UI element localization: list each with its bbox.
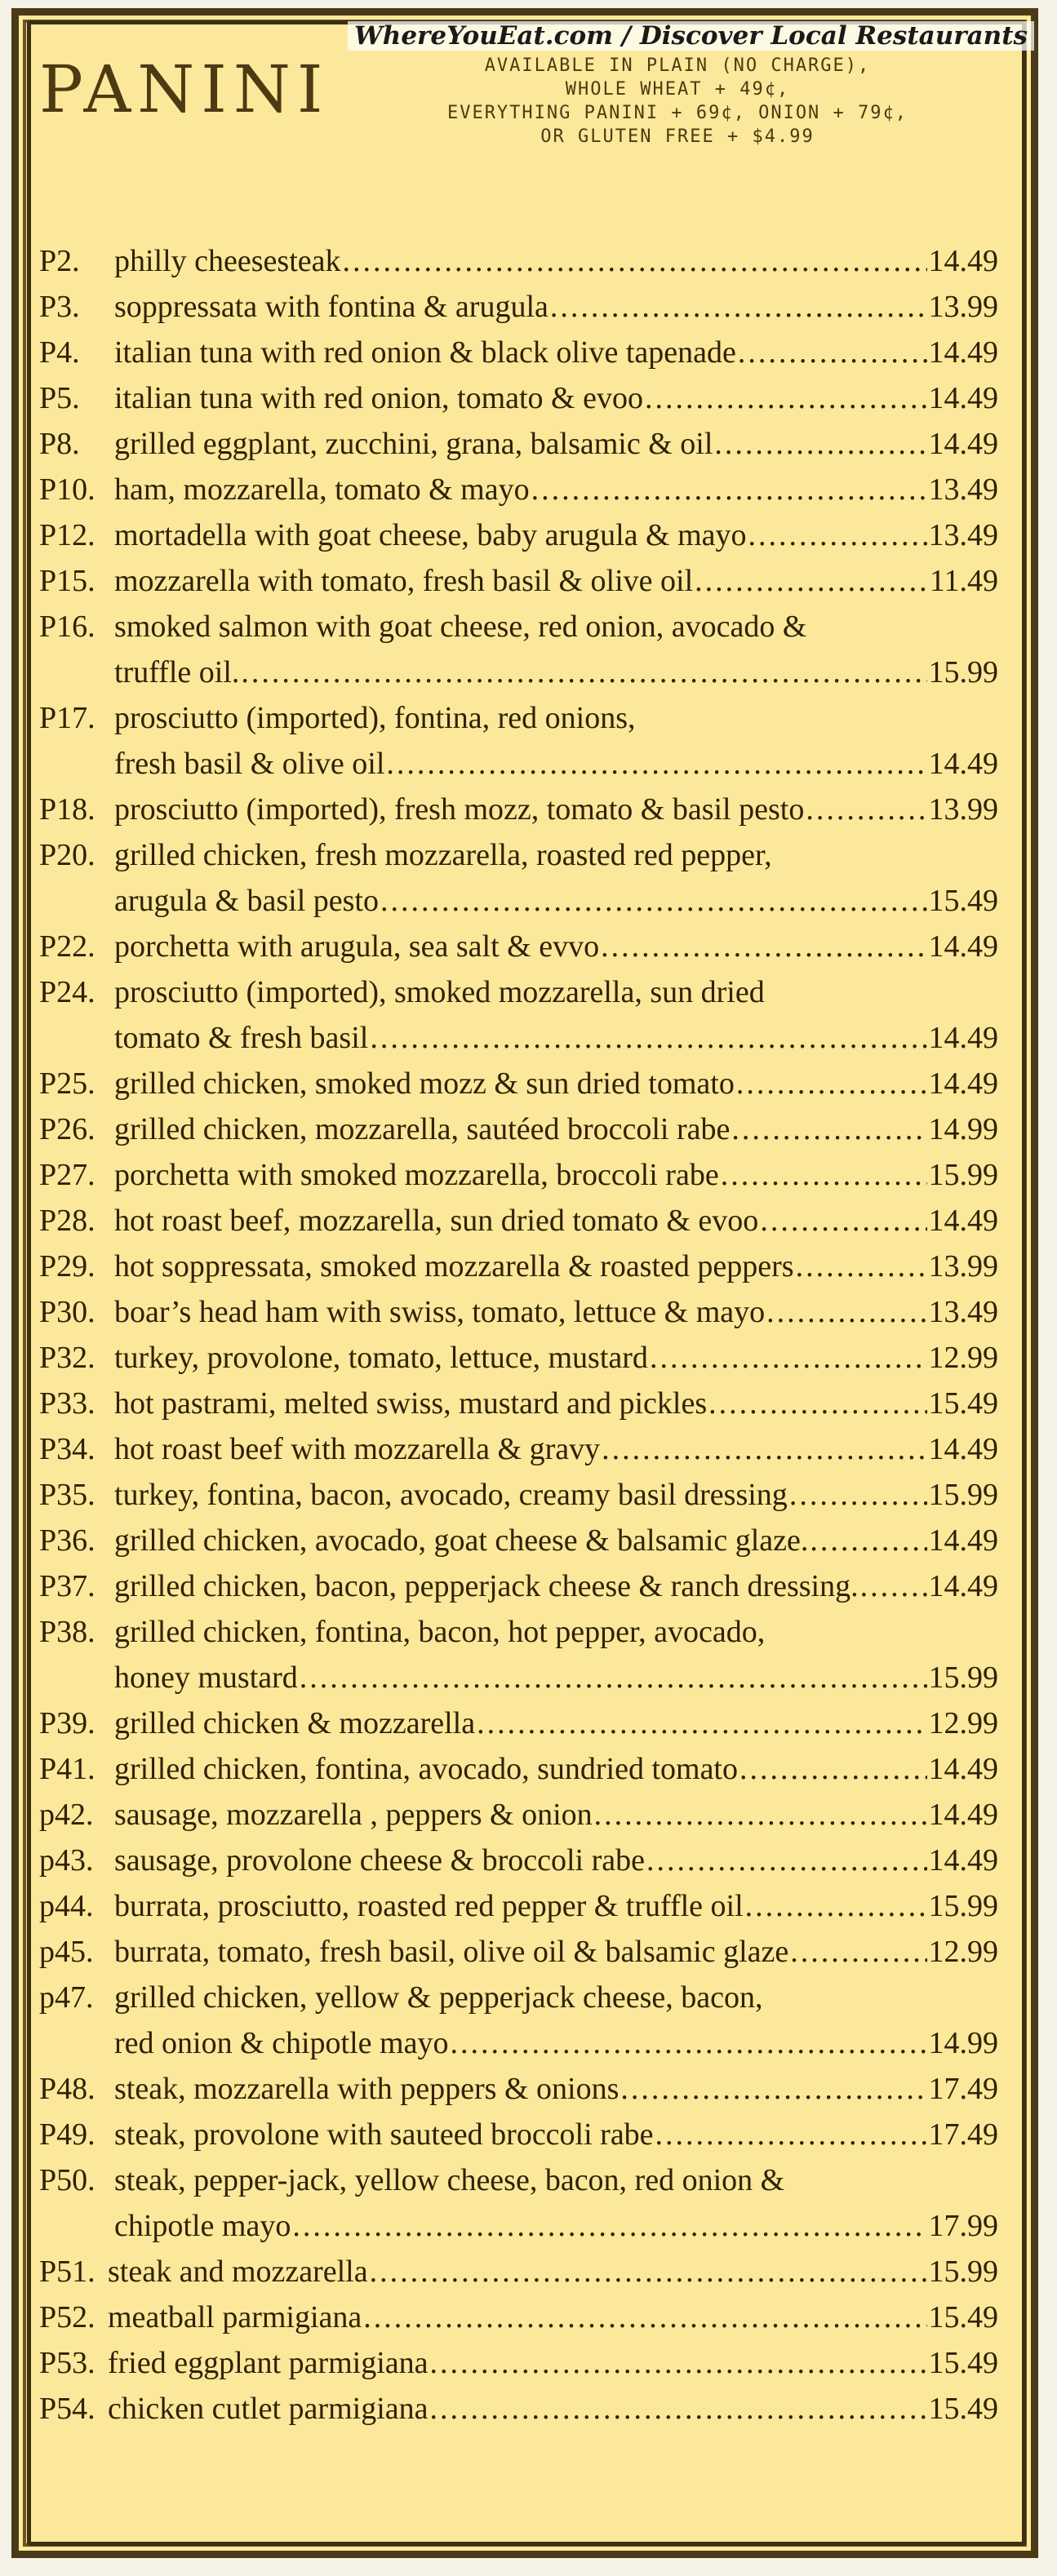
menu-item: [39, 1472, 998, 1518]
item-price: 15.99: [928, 2255, 998, 2289]
item-price: 13.99: [928, 290, 998, 324]
item-description: truffle oil.: [114, 655, 240, 689]
item-code: P28.: [39, 1204, 95, 1238]
item-description: steak, pepper-jack, yellow cheese, bacon, red onion &: [114, 2163, 785, 2197]
item-description: porchetta with arugula, sea salt & evvo: [114, 929, 600, 964]
item-price: 14.99: [928, 1112, 998, 1146]
dot-leader: [655, 2112, 927, 2157]
menu-item-row: [39, 2112, 998, 2157]
dot-leader: [292, 2203, 926, 2249]
dot-leader: [430, 2340, 927, 2386]
item-code: P35.: [39, 1478, 95, 1512]
item-code: P48.: [39, 2072, 95, 2106]
item-price: 13.49: [928, 472, 998, 507]
item-price: 14.49: [928, 747, 998, 781]
item-code: p44.: [39, 1889, 94, 1923]
item-price: 14.49: [928, 427, 998, 461]
site-watermark: WhereYouEat.com / Discover Local Restaurants: [348, 21, 1034, 51]
menu-item-row: [39, 558, 998, 604]
item-description: smoked salmon with goat cheese, red onion, avocado &: [114, 610, 807, 644]
item-price: 13.49: [928, 518, 998, 552]
item-description: italian tuna with red onion, tomato & evoo: [114, 381, 643, 415]
menu-item-row: [39, 1655, 998, 1700]
item-price: 14.49: [928, 1569, 998, 1603]
menu-item: [39, 1746, 998, 1792]
dot-leader: [450, 2020, 926, 2066]
item-code: p47.: [39, 1980, 94, 2015]
item-code: P5.: [39, 381, 80, 415]
dot-leader: [430, 2386, 927, 2432]
item-description: grilled chicken, avocado, goat cheese & balsamic glaze.: [114, 1523, 809, 1558]
item-code: P51.: [39, 2255, 95, 2289]
item-price: 14.49: [928, 244, 998, 278]
item-code: P34.: [39, 1432, 95, 1466]
item-price: 14.49: [928, 381, 998, 415]
item-price: 17.99: [928, 2209, 998, 2243]
dot-leader: [646, 1838, 927, 1883]
menu-item-row: [39, 604, 998, 650]
dot-leader: [766, 1289, 926, 1335]
item-description: fresh basil & olive oil: [114, 747, 385, 781]
item-code: P37.: [39, 1569, 95, 1603]
item-code: P18.: [39, 792, 95, 827]
dot-leader: [810, 1518, 926, 1563]
item-description: grilled chicken, yellow & pepperjack cheese, bacon,: [114, 1980, 763, 2015]
menu-item: [39, 1289, 998, 1335]
item-code: p45.: [39, 1935, 94, 1969]
menu-item-row: [39, 1198, 998, 1244]
item-code: P16.: [39, 610, 95, 644]
item-description: arugula & basil pesto: [114, 884, 379, 918]
menu-item: [39, 1106, 998, 1152]
item-price: 14.99: [928, 2026, 998, 2060]
item-description: fried eggplant parmigiana: [108, 2346, 429, 2380]
item-description: soppressata with fontina & arugula: [114, 290, 548, 324]
menu-item: [39, 1152, 998, 1198]
menu-item-row: [39, 878, 998, 924]
item-description: grilled chicken, fresh mozzarella, roasted red pepper,: [114, 838, 772, 872]
dot-leader: [745, 1883, 927, 1929]
item-code: P36.: [39, 1523, 95, 1558]
item-description: steak, mozzarella with peppers & onions: [114, 2072, 620, 2106]
menu-item-row: [39, 832, 998, 878]
dot-leader: [645, 375, 927, 421]
menu-item-row: [39, 1244, 998, 1289]
item-code: P54.: [39, 2392, 95, 2426]
menu-item-row: [39, 1152, 998, 1198]
menu-item: [39, 1792, 998, 1838]
item-code: P15.: [39, 564, 95, 598]
menu-item-row: [39, 1746, 998, 1792]
item-code: P29.: [39, 1249, 95, 1284]
dot-leader: [620, 2066, 926, 2112]
availability-line: AVAILABLE IN PLAIN (NO CHARGE),: [484, 55, 871, 76]
menu-item-row: [39, 2294, 998, 2340]
menu-item-row: [39, 1061, 998, 1106]
item-price: 14.49: [928, 1798, 998, 1832]
menu-item: [39, 2066, 998, 2112]
menu-item-row: [39, 1700, 998, 1746]
item-description: grilled chicken & mozzarella: [114, 1706, 476, 1740]
item-price: 15.49: [928, 884, 998, 918]
menu-item: [39, 421, 998, 467]
item-price: 15.99: [928, 1889, 998, 1923]
menu-item-row: [39, 2066, 998, 2112]
menu-item: [39, 1975, 998, 2066]
menu-item: [39, 1883, 998, 1929]
menu-item-row: [39, 969, 998, 1015]
dot-leader: [721, 1152, 927, 1198]
item-code: P8.: [39, 427, 80, 461]
item-code: P53.: [39, 2346, 95, 2380]
item-code: P49.: [39, 2117, 95, 2152]
availability-line: EVERYTHING PANINI + 69¢, ONION + 79¢,: [446, 103, 908, 123]
menu-item: [39, 787, 998, 832]
item-code: P26.: [39, 1112, 95, 1146]
item-code: P33.: [39, 1386, 95, 1421]
menu-item: [39, 2112, 998, 2157]
item-code: p42.: [39, 1798, 94, 1832]
item-description: burrata, prosciutto, roasted red pepper & truffle oil: [114, 1889, 744, 1923]
menu-item: [39, 1061, 998, 1106]
menu-item-row: [39, 695, 998, 741]
menu-item-row: [39, 1975, 998, 2020]
item-price: 13.49: [928, 1295, 998, 1329]
dot-leader: [708, 1381, 926, 1426]
menu-item: [39, 558, 998, 604]
item-description: grilled chicken, bacon, pepperjack cheese & ranch dressing.: [114, 1569, 859, 1603]
item-price: 12.99: [928, 1935, 998, 1969]
item-description: honey mustard: [114, 1660, 298, 1695]
menu-item: [39, 2294, 998, 2340]
item-price: 15.49: [928, 2346, 998, 2380]
item-code: P41.: [39, 1752, 95, 1786]
item-description: turkey, provolone, tomato, lettuce, mustard: [114, 1341, 648, 1375]
item-code: p43.: [39, 1843, 94, 1878]
dot-leader: [760, 1198, 926, 1244]
item-price: 13.99: [928, 792, 998, 827]
item-code: P22.: [39, 929, 95, 964]
menu-item-row: [39, 2340, 998, 2386]
item-description: philly cheesesteak: [114, 244, 341, 278]
menu-item-row: [39, 741, 998, 787]
menu-item-row: [39, 1381, 998, 1426]
dot-leader: [738, 330, 927, 375]
availability-line: WHOLE WHEAT + 49¢,: [565, 79, 790, 100]
item-price: 14.49: [928, 1204, 998, 1238]
item-price: 15.99: [928, 1660, 998, 1695]
menu-item: [39, 330, 998, 375]
item-price: 15.99: [928, 1478, 998, 1512]
item-description: mozzarella with tomato, fresh basil & olive oil: [114, 564, 694, 598]
item-code: P30.: [39, 1295, 95, 1329]
dot-leader: [739, 1746, 927, 1792]
item-code: P12.: [39, 518, 95, 552]
item-description: hot soppressata, smoked mozzarella & roasted peppers: [114, 1249, 794, 1284]
item-price: 15.99: [928, 655, 998, 689]
dot-leader: [380, 878, 927, 924]
menu-item: [39, 1609, 998, 1700]
menu-item: [39, 924, 998, 969]
item-code: P50.: [39, 2163, 95, 2197]
menu-item: [39, 2249, 998, 2294]
item-description: meatball parmigiana: [108, 2300, 362, 2334]
dot-leader: [370, 2249, 927, 2294]
dot-leader: [736, 1061, 927, 1106]
dot-leader: [860, 1563, 927, 1609]
item-description: mortadella with goat cheese, baby arugula & mayo: [114, 518, 747, 552]
section-title: PANINI: [39, 51, 330, 127]
item-description: porchetta with smoked mozzarella, broccoli rabe: [114, 1158, 719, 1192]
item-description: chicken cutlet parmigiana: [108, 2392, 429, 2426]
item-price: 17.49: [928, 2072, 998, 2106]
item-price: 14.49: [928, 1843, 998, 1878]
menu-item-row: [39, 1563, 998, 1609]
item-description: hot pastrami, melted swiss, mustard and pickles: [114, 1386, 708, 1421]
menu-item-row: [39, 1426, 998, 1472]
menu-item-row: [39, 1106, 998, 1152]
item-description: italian tuna with red onion & black olive tapenade: [114, 335, 736, 370]
menu-item: [39, 284, 998, 330]
menu-item-row: [39, 1883, 998, 1929]
item-code: P3.: [39, 290, 80, 324]
dot-leader: [790, 1929, 926, 1975]
dot-leader: [695, 558, 928, 604]
menu-item: [39, 1929, 998, 1975]
item-description: grilled chicken, fontina, avocado, sundried tomato: [114, 1752, 738, 1786]
dot-leader: [714, 421, 926, 467]
item-description: tomato & fresh basil: [114, 1021, 369, 1055]
menu-item: [39, 1426, 998, 1472]
menu-item: [39, 1381, 998, 1426]
menu-item-row: [39, 1289, 998, 1335]
menu-item: [39, 1563, 998, 1609]
menu-item-row: [39, 2020, 998, 2066]
dot-leader: [789, 1472, 927, 1518]
item-price: 12.99: [928, 1706, 998, 1740]
dot-leader: [650, 1335, 927, 1381]
item-price: 14.49: [928, 335, 998, 370]
menu-item: [39, 1244, 998, 1289]
dot-leader: [602, 1426, 926, 1472]
menu-item-row: [39, 1792, 998, 1838]
dot-leader: [343, 238, 927, 284]
item-code: P27.: [39, 1158, 95, 1192]
item-description: hot roast beef with mozzarella & gravy: [114, 1432, 601, 1466]
dot-leader: [594, 1792, 927, 1838]
dot-leader: [241, 650, 926, 695]
menu-item: [39, 969, 998, 1061]
menu-item: [39, 2340, 998, 2386]
menu-item-row: [39, 650, 998, 695]
item-code: P25.: [39, 1066, 95, 1101]
dot-leader: [531, 467, 927, 512]
availability-note: [384, 54, 971, 149]
menu-item: [39, 2157, 998, 2249]
menu-item-row: [39, 284, 998, 330]
item-price: 14.49: [928, 1432, 998, 1466]
menu-item: [39, 695, 998, 787]
dot-leader: [550, 284, 927, 330]
menu-item: [39, 1335, 998, 1381]
menu-item-row: [39, 467, 998, 512]
item-code: P38.: [39, 1615, 95, 1649]
dot-leader: [363, 2294, 926, 2340]
menu-item: [39, 604, 998, 695]
menu-item: [39, 512, 998, 558]
item-price: 11.49: [929, 564, 998, 598]
item-code: P24.: [39, 975, 95, 1009]
item-description: boar’s head ham with swiss, tomato, lettuce & mayo: [114, 1295, 766, 1329]
dot-leader: [386, 741, 926, 787]
item-description: steak and mozzarella: [108, 2255, 368, 2289]
item-price: 14.49: [928, 1066, 998, 1101]
item-price: 14.49: [928, 1523, 998, 1558]
menu-item: [39, 832, 998, 924]
menu-item-row: [39, 2249, 998, 2294]
item-price: 12.99: [928, 1341, 998, 1375]
menu-item-row: [39, 2157, 998, 2203]
menu-item-row: [39, 1472, 998, 1518]
menu-item-row: [39, 375, 998, 421]
dot-leader: [601, 924, 926, 969]
item-description: hot roast beef, mozzarella, sun dried tomato & evoo: [114, 1204, 759, 1238]
menu-item-row: [39, 1335, 998, 1381]
item-description: grilled chicken, smoked mozz & sun dried tomato: [114, 1066, 735, 1101]
menu-item-row: [39, 512, 998, 558]
item-price: 17.49: [928, 2117, 998, 2152]
dot-leader: [748, 512, 927, 558]
item-code: P10.: [39, 472, 95, 507]
dot-leader: [477, 1700, 926, 1746]
item-code: P4.: [39, 335, 80, 370]
item-price: 15.49: [928, 2300, 998, 2334]
item-description: prosciutto (imported), fontina, red onions,: [114, 701, 636, 735]
item-code: P2.: [39, 244, 80, 278]
item-code: P52.: [39, 2300, 95, 2334]
menu-item-list: [39, 238, 998, 2432]
item-code: P17.: [39, 701, 95, 735]
menu-item-row: [39, 1929, 998, 1975]
item-description: grilled chicken, mozzarella, sautéed broccoli rabe: [114, 1112, 731, 1146]
item-description: ham, mozzarella, tomato & mayo: [114, 472, 530, 507]
item-description: grilled chicken, fontina, bacon, hot pepper, avocado,: [114, 1615, 766, 1649]
item-price: 14.49: [928, 1752, 998, 1786]
item-description: red onion & chipotle mayo: [114, 2026, 449, 2060]
item-price: 13.99: [928, 1249, 998, 1284]
menu-item-row: [39, 2203, 998, 2249]
dot-leader: [370, 1015, 926, 1061]
item-price: 15.49: [928, 2392, 998, 2426]
item-code: P32.: [39, 1341, 95, 1375]
menu-item-row: [39, 787, 998, 832]
menu-item: [39, 1838, 998, 1883]
menu-item: [39, 1700, 998, 1746]
menu-item: [39, 1198, 998, 1244]
item-description: prosciutto (imported), fresh mozz, tomato & basil pesto: [114, 792, 805, 827]
item-description: turkey, fontina, bacon, avocado, creamy basil dressing: [114, 1478, 788, 1512]
menu-item-row: [39, 421, 998, 467]
menu-item-row: [39, 238, 998, 284]
menu-item: [39, 2386, 998, 2432]
menu-item-row: [39, 2386, 998, 2432]
item-price: 15.49: [928, 1386, 998, 1421]
menu-item-row: [39, 330, 998, 375]
item-code: P20.: [39, 838, 95, 872]
menu-item: [39, 238, 998, 284]
item-description: sausage, mozzarella , peppers & onion: [114, 1798, 593, 1832]
dot-leader: [731, 1106, 926, 1152]
item-description: sausage, provolone cheese & broccoli rabe: [114, 1843, 645, 1878]
menu-item-row: [39, 1609, 998, 1655]
item-price: 14.49: [928, 1021, 998, 1055]
item-description: chipotle mayo: [114, 2209, 291, 2243]
item-description: prosciutto (imported), smoked mozzarella, sun dried: [114, 975, 765, 1009]
item-description: burrata, tomato, fresh basil, olive oil & balsamic glaze: [114, 1935, 789, 1969]
menu-item-row: [39, 924, 998, 969]
dot-leader: [796, 1244, 927, 1289]
dot-leader: [806, 787, 926, 832]
item-description: steak, provolone with sauteed broccoli rabe: [114, 2117, 654, 2152]
menu-item-row: [39, 1015, 998, 1061]
menu-item-row: [39, 1838, 998, 1883]
availability-line: OR GLUTEN FREE + $4.99: [540, 126, 815, 147]
menu-item: [39, 1518, 998, 1563]
item-code: P39.: [39, 1706, 95, 1740]
dot-leader: [300, 1655, 927, 1700]
menu-item-row: [39, 1518, 998, 1563]
menu-item: [39, 375, 998, 421]
item-description: grilled eggplant, zucchini, grana, balsamic & oil: [114, 427, 713, 461]
menu-item: [39, 467, 998, 512]
item-price: 14.49: [928, 929, 998, 964]
item-price: 15.99: [928, 1158, 998, 1192]
